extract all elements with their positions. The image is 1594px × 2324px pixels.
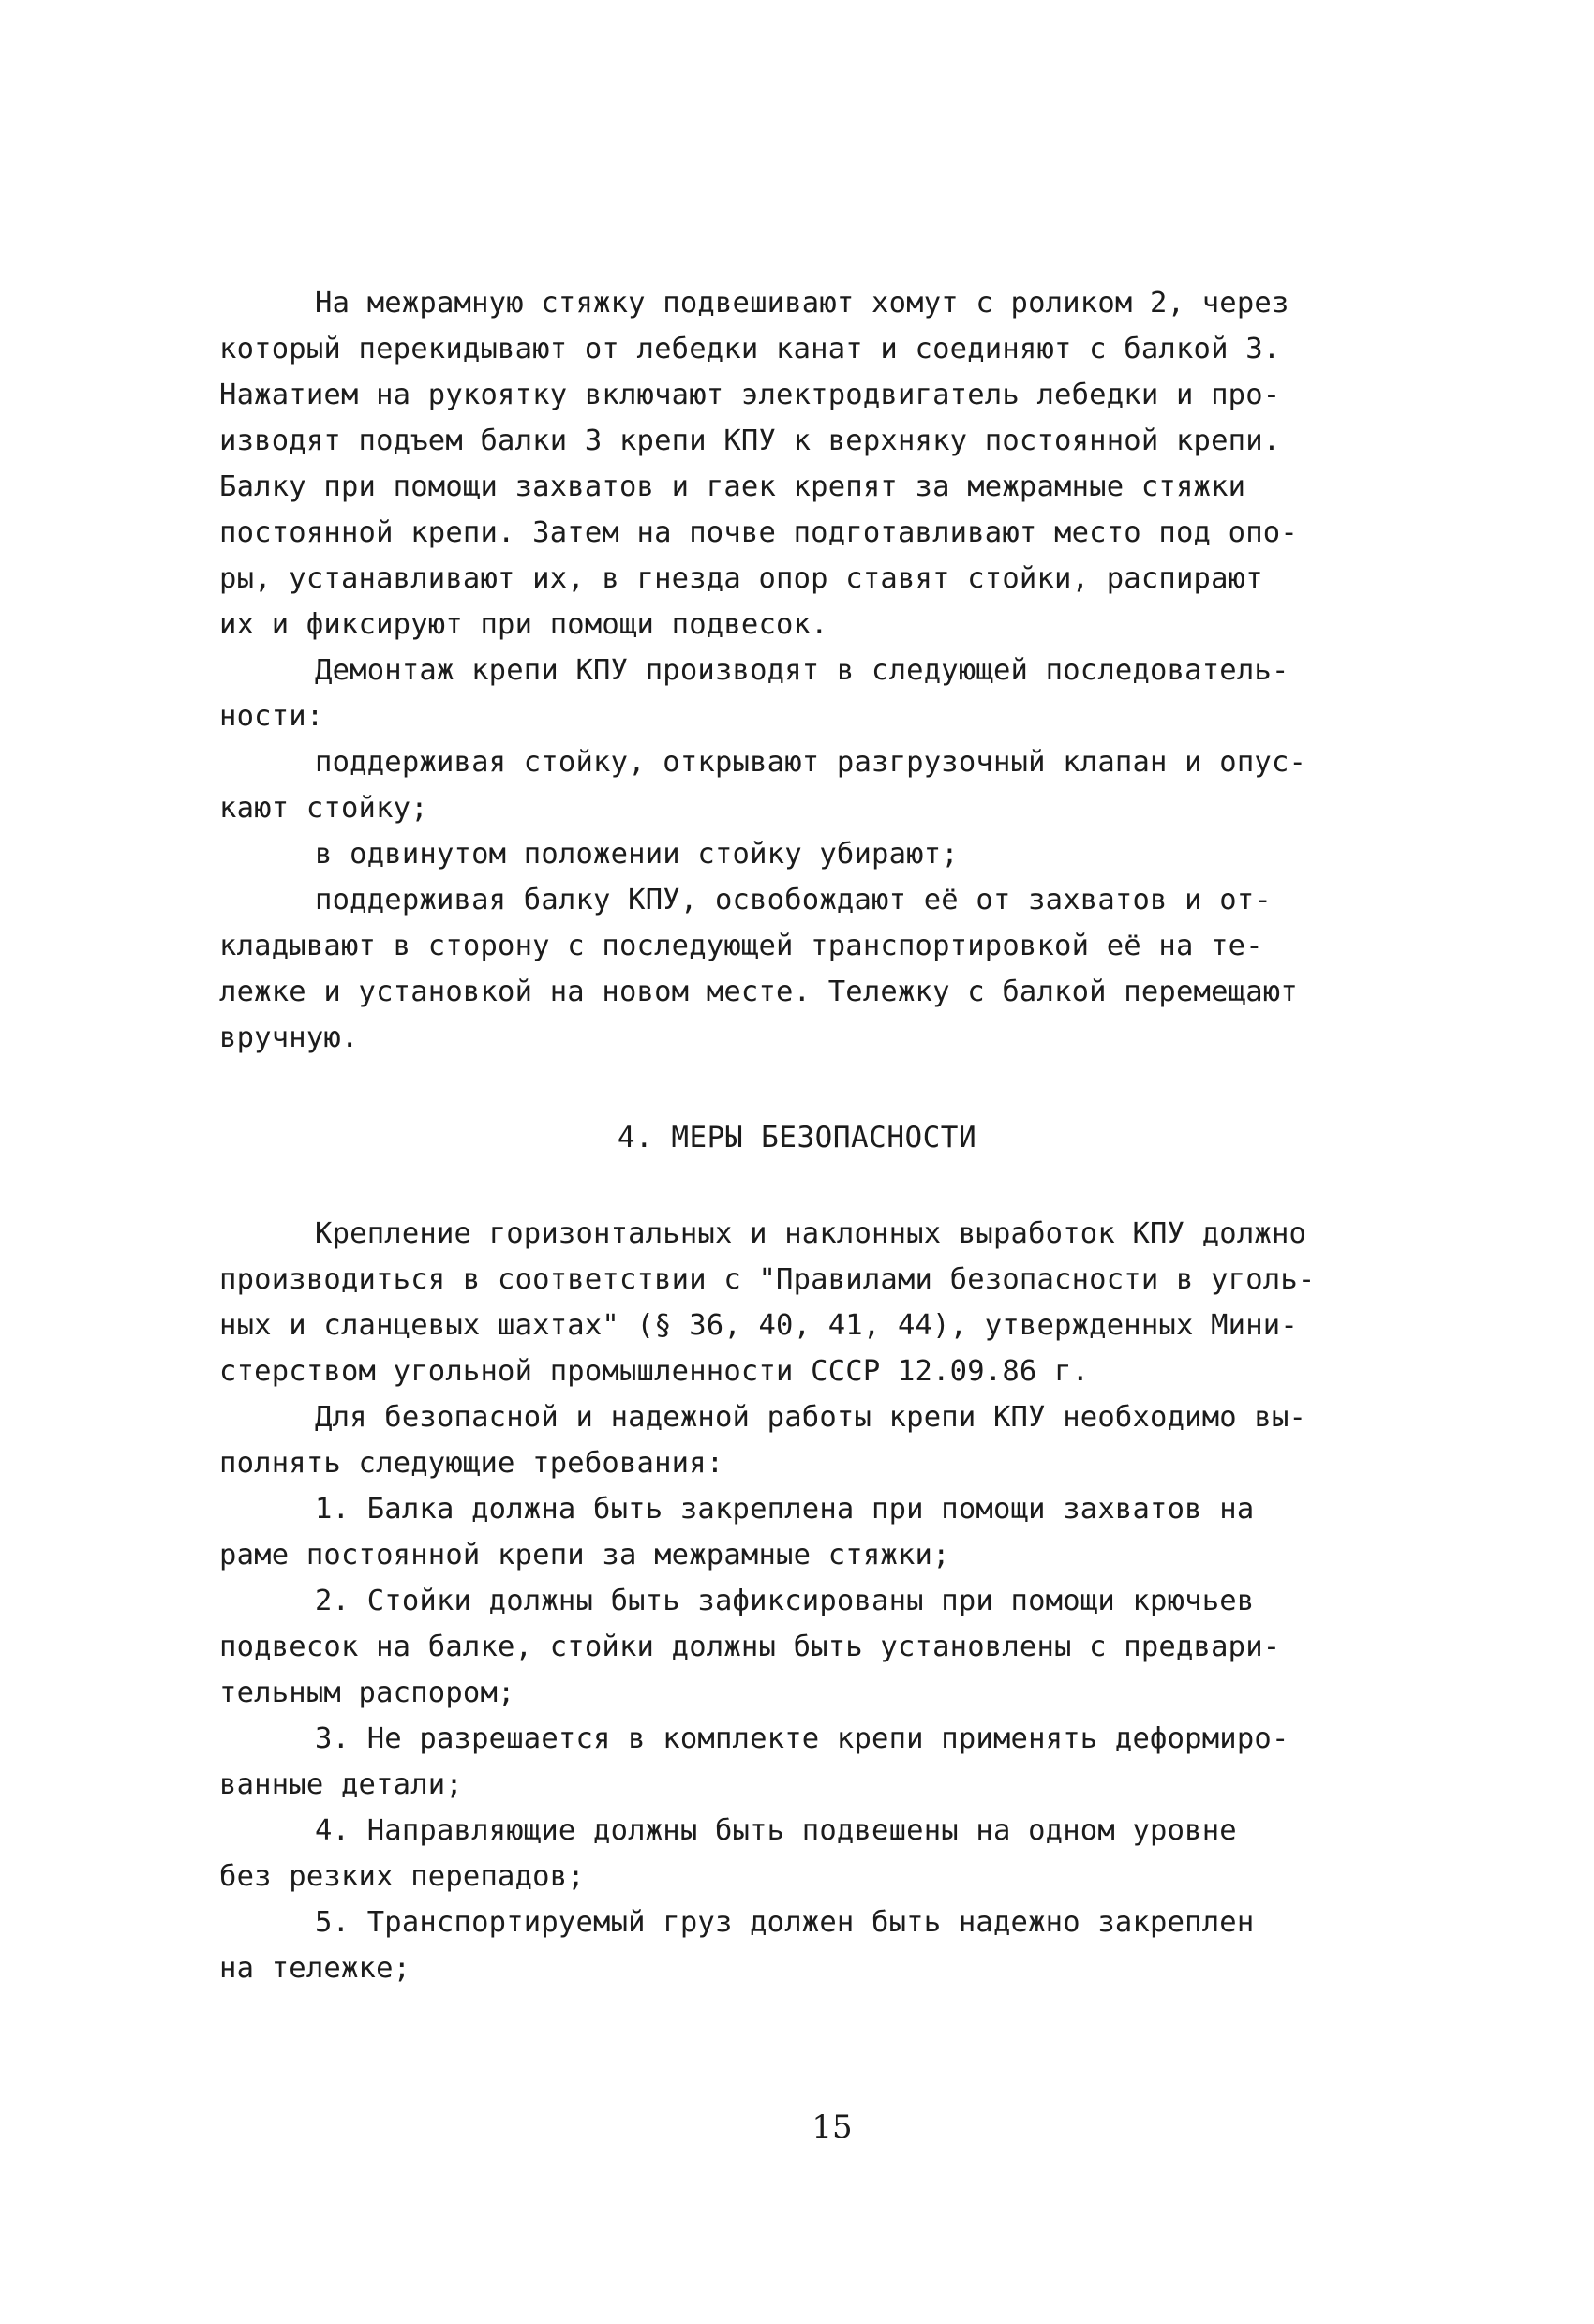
text-line: поддерживая балку КПУ, освобождают её от захватов и от- <box>315 884 1272 916</box>
list-item: 1. Балка должна быть закреплена при помощи захватов на <box>315 1493 1255 1526</box>
list-item: 4. Направляющие должны быть подвешены на одном уровне <box>315 1814 1237 1847</box>
text-line: ности: <box>219 700 324 733</box>
text-line: Крепление горизонтальных и наклонных выработок КПУ должно <box>315 1217 1307 1250</box>
text-line: полнять следующие требования: <box>219 1447 724 1480</box>
text-line: их и фиксируют при помощи подвесок. <box>219 608 828 641</box>
text-line: лежке и установкой на новом месте. Тележку с балкой перемещают <box>219 976 1298 1008</box>
list-item: на тележке; <box>219 1952 411 1985</box>
text-line: постоянной крепи. Затем на почве подготавливают место под опо- <box>219 516 1298 549</box>
list-item: ванные детали; <box>219 1768 463 1801</box>
text-line: который перекидывают от лебедки канат и соединяют с балкой 3. <box>219 333 1281 365</box>
text-line: кают стойку; <box>219 792 428 825</box>
list-item: 3. Не разрешается в комплекте крепи применять деформиро- <box>315 1722 1289 1755</box>
text-line: Нажатием на рукоятку включают электродвигатель лебедки и про- <box>219 379 1281 411</box>
page-number: 15 <box>812 2108 853 2146</box>
text-line: вручную. <box>219 1021 359 1054</box>
text-line: ных и сланцевых шахтах" (§ 36, 40, 41, 44), утвержденных Мини- <box>219 1309 1298 1342</box>
list-item: 2. Стойки должны быть зафиксированы при помощи крючьев <box>315 1585 1255 1617</box>
text-line: ры, устанавливают их, в гнезда опор ставят стойки, распирают <box>219 562 1263 595</box>
text-line: стерством угольной промышленности СССР 12.09.86 г. <box>219 1355 1090 1388</box>
text-line: На межрамную стяжку подвешивают хомут с роликом 2, через <box>315 287 1289 320</box>
list-item: 5. Транспортируемый груз должен быть надежно закреплен <box>315 1906 1255 1939</box>
list-item: тельным распором; <box>219 1676 515 1709</box>
text-line: Демонтаж крепи КПУ производят в следующей последователь- <box>315 654 1289 687</box>
text-line: изводят подъем балки 3 крепи КПУ к верхняку постоянной крепи. <box>219 425 1281 457</box>
text-line: в одвинутом положении стойку убирают; <box>315 838 959 871</box>
list-item: раме постоянной крепи за межрамные стяжки; <box>219 1539 950 1572</box>
text-line: Балку при помощи захватов и гаек крепят за межрамные стяжки <box>219 470 1246 503</box>
text-line: кладывают в сторону с последующей транспортировкой её на те- <box>219 930 1263 962</box>
text-line: производиться в соответствии с "Правилами безопасности в уголь- <box>219 1263 1316 1296</box>
list-item: подвесок на балке, стойки должны быть установлены с предвари- <box>219 1631 1281 1663</box>
text-line: поддерживая стойку, открывают разгрузочный клапан и опус- <box>315 746 1307 779</box>
list-item: без резких перепадов; <box>219 1860 585 1893</box>
text-line: Для безопасной и надежной работы крепи КПУ необходимо вы- <box>315 1401 1307 1434</box>
section-heading: 4. МЕРЫ БЕЗОПАСНОСТИ <box>617 1121 977 1155</box>
